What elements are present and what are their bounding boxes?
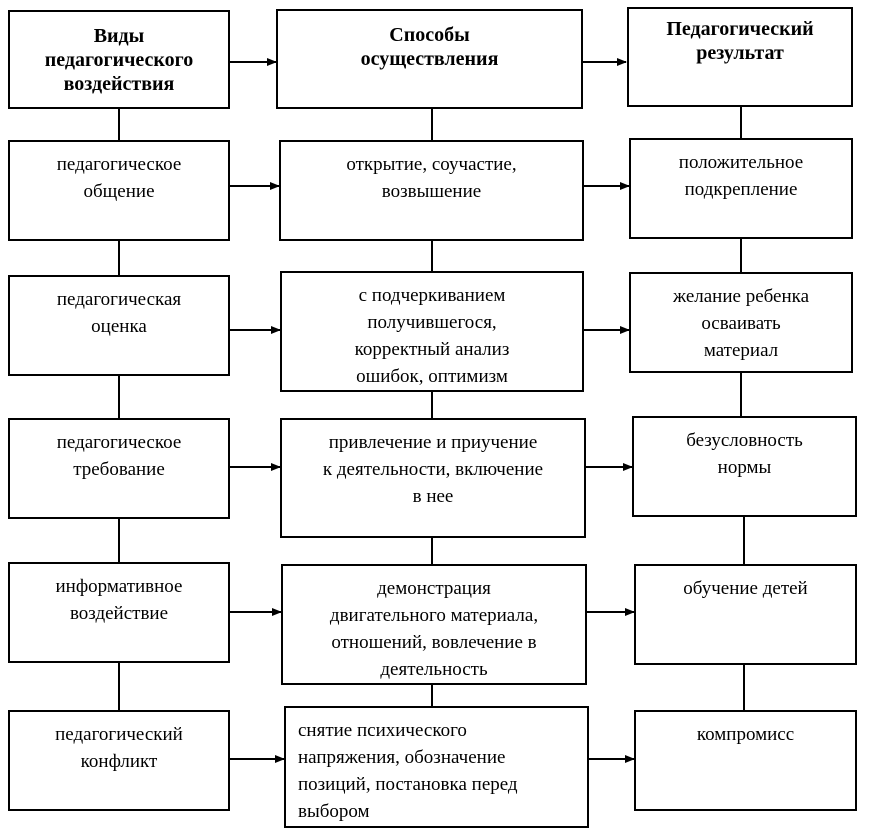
method-box: снятие психического напряжения, обозначение позиций, постановка перед выбором bbox=[284, 706, 589, 828]
header-kinds-of-influence: Виды педагогического воздействия bbox=[8, 10, 230, 109]
method-box: открытие, соучастие, возвышение bbox=[279, 140, 584, 241]
result-box: желание ребенка осваивать материал bbox=[629, 272, 853, 373]
kind-box: информативное воздействие bbox=[8, 562, 230, 663]
kind-box: педагогическое общение bbox=[8, 140, 230, 241]
method-box: привлечение и приучение к деятельности, включение в нее bbox=[280, 418, 586, 538]
kind-box: педагогическая оценка bbox=[8, 275, 230, 376]
method-box: с подчеркиванием получившегося, корректный анализ ошибок, оптимизм bbox=[280, 271, 584, 392]
header-methods: Способы осуществления bbox=[276, 9, 583, 109]
header-result: Педагогический результат bbox=[627, 7, 853, 107]
kind-box: педагогический конфликт bbox=[8, 710, 230, 811]
method-box: демонстрация двигательного материала, отношений, вовлечение в деятельность bbox=[281, 564, 587, 685]
kind-box: педагогическое требование bbox=[8, 418, 230, 519]
result-box: обучение детей bbox=[634, 564, 857, 665]
result-box: положительное подкрепление bbox=[629, 138, 853, 239]
result-box: компромисс bbox=[634, 710, 857, 811]
result-box: безусловность нормы bbox=[632, 416, 857, 517]
